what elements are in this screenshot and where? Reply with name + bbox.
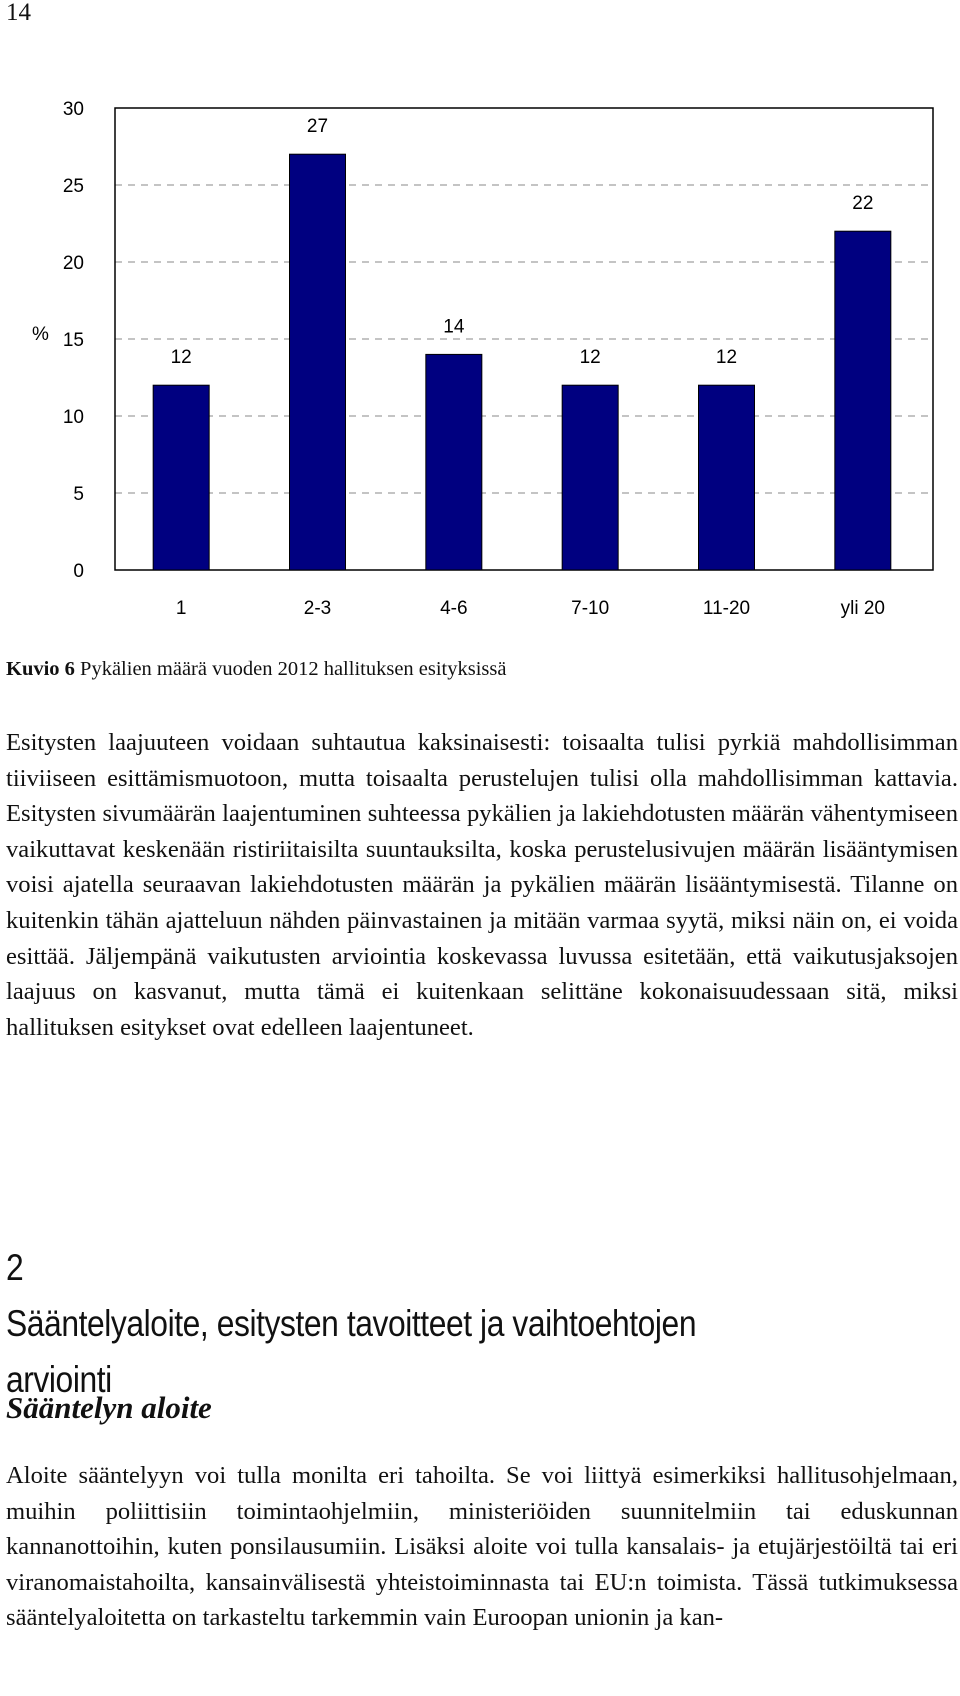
figure-caption-text: Pykälien määrä vuoden 2012 hallituksen esityksissä [74,658,507,680]
body-paragraph-1: Esitysten laajuuteen voidaan suhtautua kaksinaisesti: toisaalta tulisi pyrkiä mahdollisimman tiiviiseen esittämismuotoon, mutta toisaalta perustelujen tulisi olla mahdollisimman kattavia. Esitysten sivumäärän laajentuminen suhteessa pykälien ja lakiehdotusten määrän vähentymiseen vaikuttavat keskenään ristiriitaisilta suuntauksilta, koska perustelusivujen määrän lisääntymisen voisi ajatella seuraavan lakiehdotusten määrän ja pykälien määrän lisääntymisestä. Tilanne on kuitenkin tähän ajatteluun nähden päinvastainen ja mitään varmaa syytä, miksi näin on, ei voida esittää. Jäljempänä vaikutusten arviointia koskevassa luvussa esitetään, että vaikutusjaksojen laajuus on kasvanut, mutta tämä ei kuitenkaan selittäne kokonaisuudessaan sitä, miksi hallituksen esitykset ovat edelleen laajentuneet. [6,729,958,1041]
bar [835,231,891,570]
chapter-title: Sääntelyaloite, esitysten tavoitteet ja vaihtoehtojen arviointi [6,1303,697,1400]
bar-data-label: 27 [306,116,329,138]
y-tick-label: 5 [73,484,84,505]
bar-data-label: 12 [579,347,601,369]
section-heading: Sääntelyn aloite [6,1390,212,1425]
y-axis-label: % [32,324,49,345]
chart-gridlines [115,185,933,493]
x-tick-label: 2-3 [303,598,332,619]
bar-data-label: 14 [443,316,465,338]
figure-caption-label: Kuvio 6 [6,658,75,680]
y-axis-ticks [63,99,84,582]
chart-bars [153,154,891,570]
y-tick-label: 0 [73,561,84,582]
x-axis-ticks [176,598,885,619]
body-paragraph-2: Aloite sääntelyyn voi tulla monilta eri tahoilta. Se voi liittyä esimerkiksi hallitusohjelmaan, muihin poliittisiin toimintaohjelmiin, ministeriöiden suunnitelmiin tai eduskunnan kannanottoihin, kuten ponsilausumiin. Lisäksi aloite voi tulla kansalais- ja etujärjestöiltä tai eri viranomaistahoilta, kansainvälisestä yhteistoiminnasta tai EU:n toimista. Tässä tutkimuksessa sääntelyaloitetta on tarkasteltu tarkemmin vain Euroopan unionin ja kan- [6,1462,958,1632]
x-tick-label: 1 [175,598,187,619]
bar-data-label: 12 [715,347,738,369]
bar-data-label: 22 [852,193,874,215]
bar [562,385,618,570]
x-tick-label: yli 20 [840,598,886,619]
chapter-heading [6,1240,814,1408]
y-tick-label: 15 [62,330,84,351]
page-number: 14 [6,0,31,26]
bar [290,154,346,570]
y-tick-label: 25 [62,176,84,197]
bar [426,354,482,570]
figure-caption [6,654,946,684]
y-tick-label: 30 [62,99,84,120]
bar [153,385,209,570]
bar-data-label: 12 [170,347,192,369]
y-tick-label: 10 [62,407,84,428]
bar [699,385,755,570]
bar-chart [0,80,960,640]
x-tick-label: 11-20 [702,598,751,619]
chart-data-labels [171,116,874,368]
chapter-number: 2 [6,1247,24,1288]
x-tick-label: 7-10 [571,598,610,619]
x-tick-label: 4-6 [440,598,468,619]
y-tick-label: 20 [62,253,84,274]
